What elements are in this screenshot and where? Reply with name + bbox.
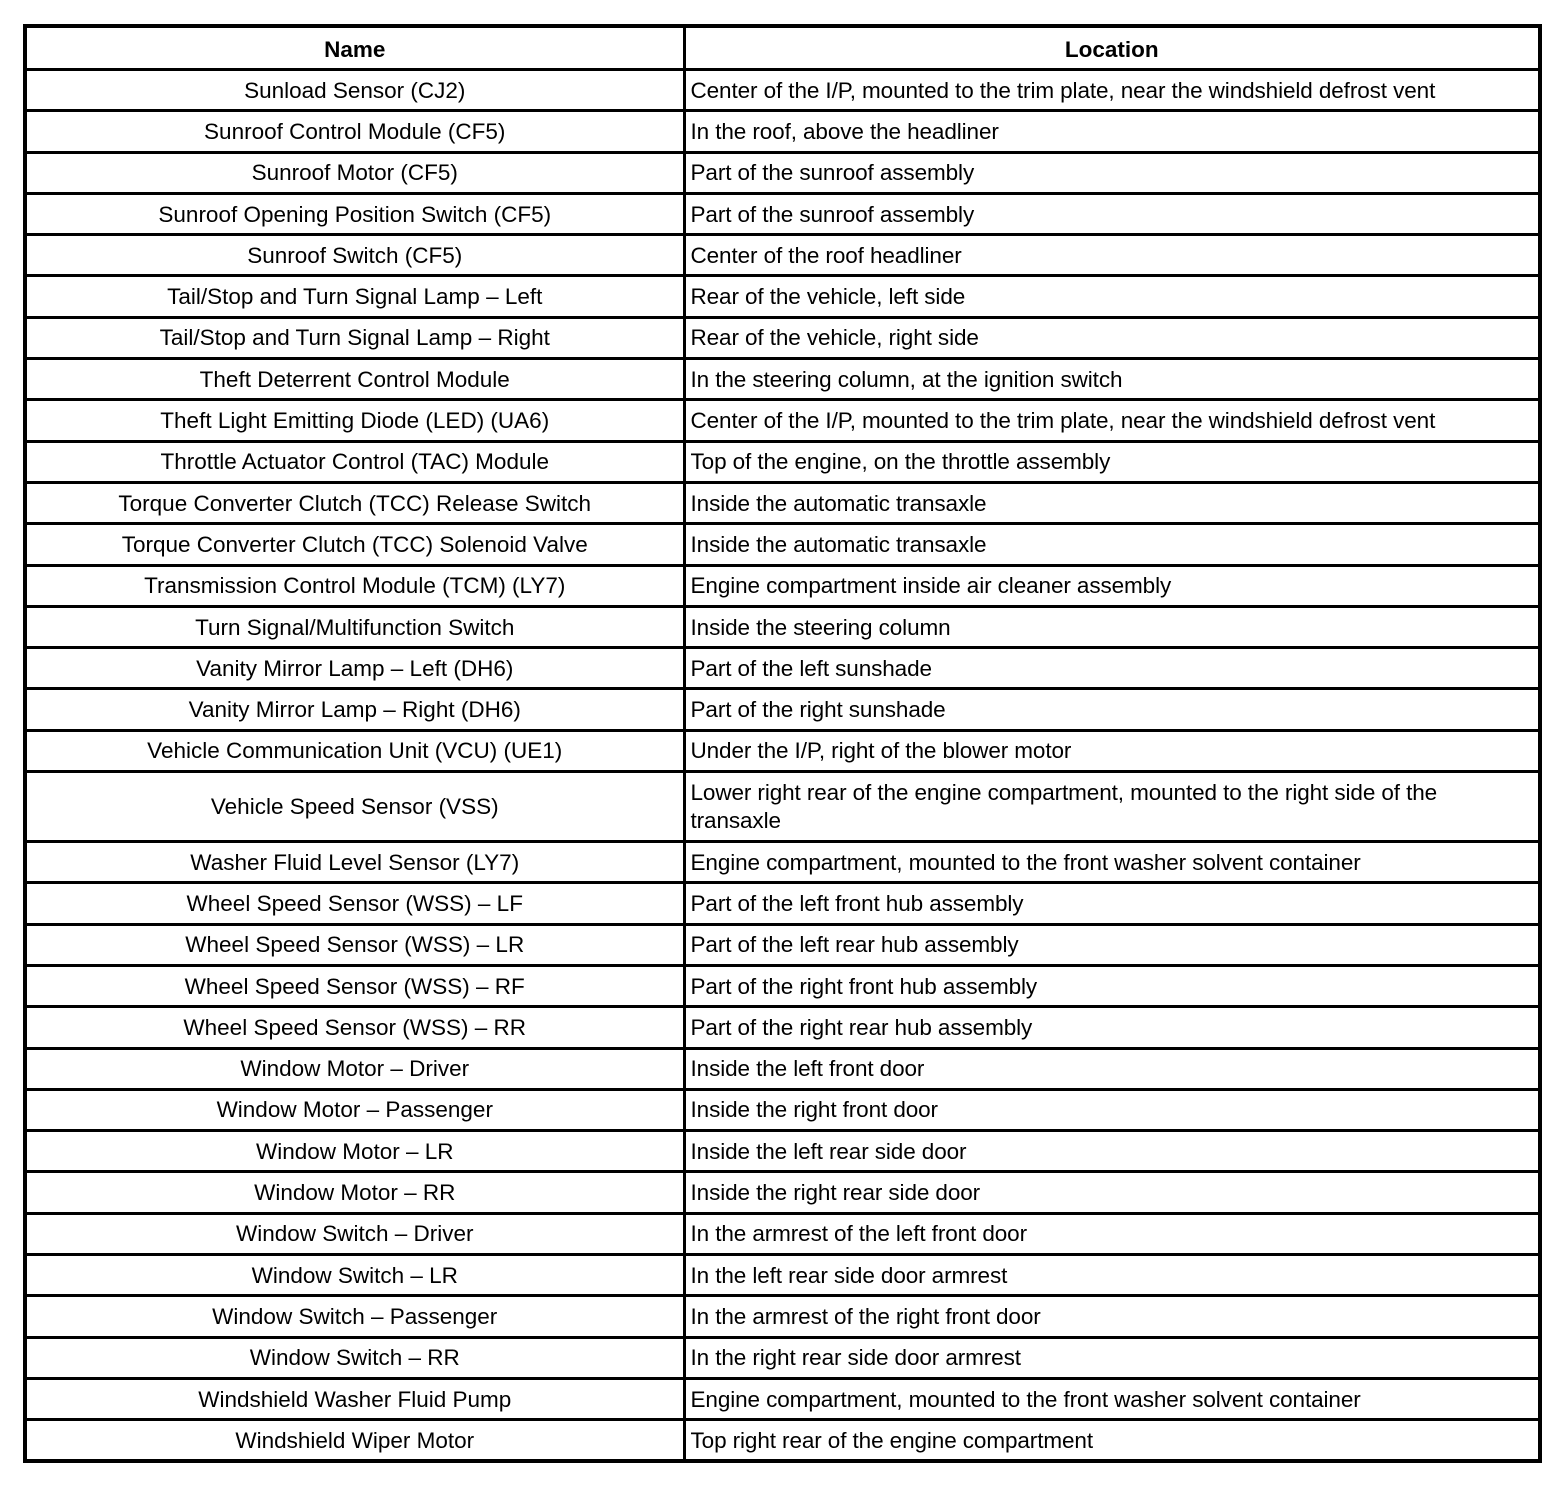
component-name-cell: Sunroof Opening Position Switch (CF5) (25, 193, 684, 234)
component-location-cell: In the steering column, at the ignition switch (684, 359, 1540, 400)
table-row (25, 1131, 1540, 1172)
component-location-cell: Engine compartment, mounted to the front washer solvent container (684, 1378, 1540, 1419)
component-name-cell: Window Motor – RR (25, 1172, 684, 1213)
table-row (25, 111, 1540, 152)
component-location-cell: Center of the roof headliner (684, 235, 1540, 276)
component-name-cell: Wheel Speed Sensor (WSS) – RR (25, 1007, 684, 1048)
component-location-cell: Rear of the vehicle, left side (684, 276, 1540, 317)
table-row (25, 1296, 1540, 1337)
component-location-cell: In the right rear side door armrest (684, 1337, 1540, 1378)
component-location-cell: Part of the left sunshade (684, 648, 1540, 689)
component-name-cell: Windshield Washer Fluid Pump (25, 1378, 684, 1419)
component-location-cell: Part of the right front hub assembly (684, 965, 1540, 1006)
table-row (25, 70, 1540, 111)
component-name-cell: Window Motor – Driver (25, 1048, 684, 1089)
name-column-header: Name (25, 26, 684, 70)
table-row (25, 924, 1540, 965)
table-row (25, 482, 1540, 523)
table-row (25, 689, 1540, 730)
table-row (25, 193, 1540, 234)
component-name-cell: Throttle Actuator Control (TAC) Module (25, 441, 684, 482)
component-location-cell: Lower right rear of the engine compartment, mounted to the right side of the transaxle (684, 772, 1540, 842)
table-row (25, 1007, 1540, 1048)
component-name-cell: Windshield Wiper Motor (25, 1420, 684, 1461)
component-name-cell: Vehicle Speed Sensor (VSS) (25, 772, 684, 842)
component-location-cell: Inside the automatic transaxle (684, 524, 1540, 565)
component-name-cell: Wheel Speed Sensor (WSS) – LF (25, 883, 684, 924)
table-row (25, 1172, 1540, 1213)
table-row (25, 400, 1540, 441)
table-row (25, 152, 1540, 193)
component-location-cell: In the roof, above the headliner (684, 111, 1540, 152)
component-name-cell: Window Switch – Passenger (25, 1296, 684, 1337)
component-name-cell: Window Switch – Driver (25, 1213, 684, 1254)
component-name-cell: Turn Signal/Multifunction Switch (25, 606, 684, 647)
table-row (25, 441, 1540, 482)
table-row (25, 648, 1540, 689)
component-location-cell: Inside the automatic transaxle (684, 482, 1540, 523)
table-row (25, 359, 1540, 400)
component-location-cell: Top right rear of the engine compartment (684, 1420, 1540, 1461)
table-row (25, 965, 1540, 1006)
table-row (25, 606, 1540, 647)
component-name-cell: Vanity Mirror Lamp – Left (DH6) (25, 648, 684, 689)
component-location-cell: Center of the I/P, mounted to the trim plate, near the windshield defrost vent (684, 400, 1540, 441)
component-location-cell: In the armrest of the left front door (684, 1213, 1540, 1254)
table-header (25, 26, 1540, 70)
component-name-cell: Theft Light Emitting Diode (LED) (UA6) (25, 400, 684, 441)
component-name-cell: Wheel Speed Sensor (WSS) – LR (25, 924, 684, 965)
component-name-cell: Window Motor – Passenger (25, 1089, 684, 1130)
component-location-cell: Rear of the vehicle, right side (684, 317, 1540, 358)
table-row (25, 842, 1540, 883)
table-row (25, 730, 1540, 771)
component-location-cell: Center of the I/P, mounted to the trim plate, near the windshield defrost vent (684, 70, 1540, 111)
location-column-header: Location (684, 26, 1540, 70)
component-name-cell: Window Switch – RR (25, 1337, 684, 1378)
component-location-cell: Inside the right rear side door (684, 1172, 1540, 1213)
component-location-cell: In the armrest of the right front door (684, 1296, 1540, 1337)
component-location-cell: Part of the sunroof assembly (684, 193, 1540, 234)
component-name-cell: Torque Converter Clutch (TCC) Solenoid Valve (25, 524, 684, 565)
component-location-cell: Under the I/P, right of the blower motor (684, 730, 1540, 771)
component-name-cell: Tail/Stop and Turn Signal Lamp – Left (25, 276, 684, 317)
component-location-cell: Part of the sunroof assembly (684, 152, 1540, 193)
component-name-cell: Vanity Mirror Lamp – Right (DH6) (25, 689, 684, 730)
header-row (25, 26, 1540, 70)
component-location-cell: Inside the steering column (684, 606, 1540, 647)
component-name-cell: Vehicle Communication Unit (VCU) (UE1) (25, 730, 684, 771)
table-row (25, 317, 1540, 358)
table-row (25, 1378, 1540, 1419)
component-location-cell: In the left rear side door armrest (684, 1255, 1540, 1296)
table-row (25, 772, 1540, 842)
table-row (25, 883, 1540, 924)
component-location-cell: Inside the left rear side door (684, 1131, 1540, 1172)
table-row (25, 565, 1540, 606)
component-location-cell: Part of the right rear hub assembly (684, 1007, 1540, 1048)
table-row (25, 1213, 1540, 1254)
component-name-cell: Sunroof Control Module (CF5) (25, 111, 684, 152)
component-name-cell: Wheel Speed Sensor (WSS) – RF (25, 965, 684, 1006)
table-row (25, 235, 1540, 276)
table-row (25, 1420, 1540, 1461)
component-location-cell: Engine compartment inside air cleaner assembly (684, 565, 1540, 606)
component-location-cell: Top of the engine, on the throttle assembly (684, 441, 1540, 482)
table-row (25, 1337, 1540, 1378)
component-name-cell: Washer Fluid Level Sensor (LY7) (25, 842, 684, 883)
component-location-table (23, 24, 1542, 1463)
component-name-cell: Theft Deterrent Control Module (25, 359, 684, 400)
component-location-cell: Engine compartment, mounted to the front washer solvent container (684, 842, 1540, 883)
component-name-cell: Sunroof Motor (CF5) (25, 152, 684, 193)
table-row (25, 524, 1540, 565)
component-location-cell: Part of the left front hub assembly (684, 883, 1540, 924)
component-name-cell: Transmission Control Module (TCM) (LY7) (25, 565, 684, 606)
component-name-cell: Tail/Stop and Turn Signal Lamp – Right (25, 317, 684, 358)
component-location-cell: Part of the right sunshade (684, 689, 1540, 730)
table-row (25, 1089, 1540, 1130)
table-row (25, 276, 1540, 317)
table-body (25, 70, 1540, 1462)
component-name-cell: Window Motor – LR (25, 1131, 684, 1172)
component-name-cell: Window Switch – LR (25, 1255, 684, 1296)
component-location-cell: Part of the left rear hub assembly (684, 924, 1540, 965)
component-location-cell: Inside the right front door (684, 1089, 1540, 1130)
component-name-cell: Torque Converter Clutch (TCC) Release Switch (25, 482, 684, 523)
table-row (25, 1048, 1540, 1089)
component-name-cell: Sunload Sensor (CJ2) (25, 70, 684, 111)
component-location-cell: Inside the left front door (684, 1048, 1540, 1089)
table-row (25, 1255, 1540, 1296)
component-name-cell: Sunroof Switch (CF5) (25, 235, 684, 276)
